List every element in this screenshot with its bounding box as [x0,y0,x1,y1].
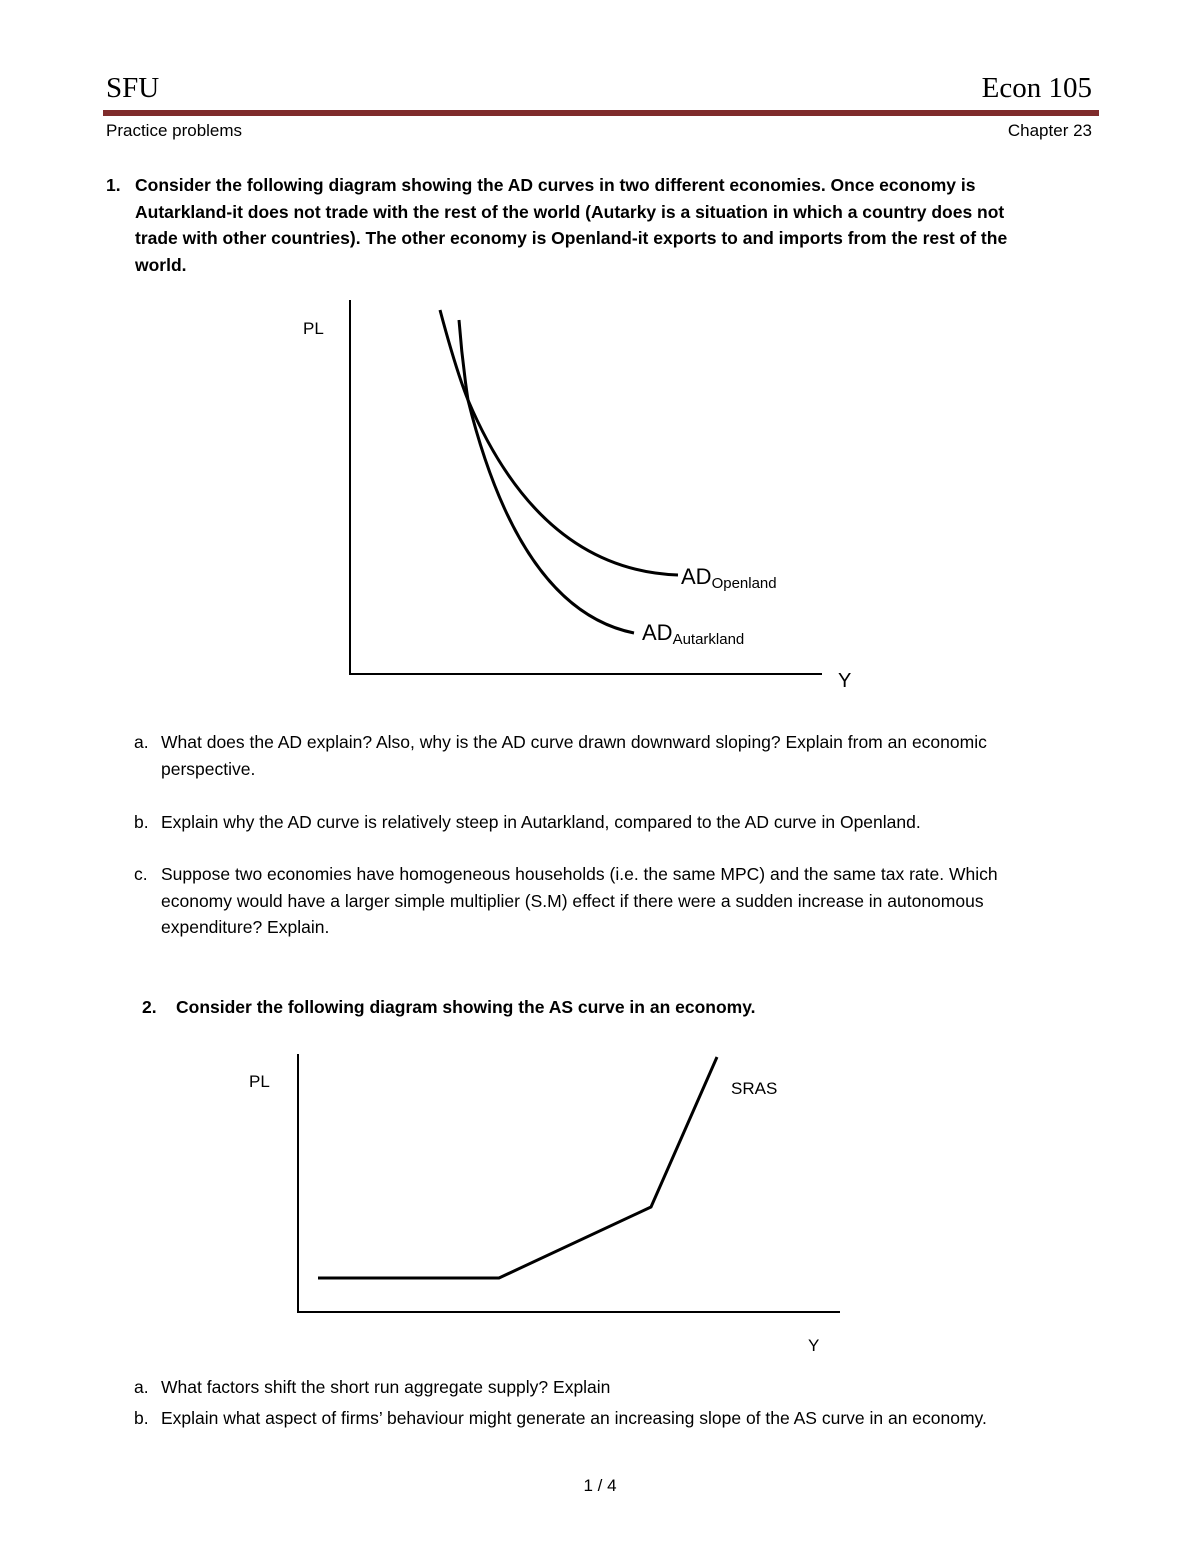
ad-openland-curve [440,310,678,575]
header-subtitle: Practice problems [106,121,243,140]
question-1b: b. Explain why the AD curve is relatively steep in Autarkland, compared to the AD curve in Openland. [134,809,1094,836]
ad-autarkland-curve [459,320,634,633]
question-1a-label: a. [134,732,149,752]
question-2: 2. Consider the following diagram showing the AS curve in an economy. [142,997,756,1017]
question-1a: a. What does the AD explain? Also, why is the AD curve drawn downward sloping? Explain from an economic perspective. [134,729,1094,782]
ad-autarkland-label: ADAutarkland [642,620,745,648]
question-2b-label: b. [134,1408,149,1428]
question-1c-label: c. [134,864,148,884]
ad-openland-label: ADOpenland [681,564,777,592]
sras-curve-label: SRAS [731,1079,778,1098]
ad-diagram-x-label: Y [838,670,852,692]
page-number: 1 / 4 [583,1476,617,1495]
ad-diagram-y-label: PL [303,319,324,338]
ad-curves-diagram [0,0,1200,720]
question-2a: a. What factors shift the short run aggregate supply? Explain [134,1374,1094,1401]
question-1-line: world. [135,254,187,275]
header-chapter: Chapter 23 [1007,121,1092,140]
question-1-line: Autarkland-it does not trade with the rest of the world (Autarky is a situation in which a country does not [135,201,1005,222]
question-1c: c. Suppose two economies have homogeneous households (i.e. the same MPC) and the same tax rate. Which economy would have a larger simple multiplier (S.M) effect if there were a sudden increase in autonomous expenditure? Explain. [134,861,1094,941]
question-1-number: 1. [106,175,121,195]
header-course-school: SFU [106,72,160,104]
sras-diagram-x-label: Y [808,1336,820,1355]
question-2a-label: a. [134,1377,149,1397]
question-1-line: trade with other countries). The other economy is Openland-it exports to and imports from the rest of the [135,228,1008,248]
sras-curve [318,1057,717,1278]
question-1b-label: b. [134,812,149,832]
question-2-number: 2. [142,997,157,1017]
sras-diagram-y-label: PL [249,1072,270,1091]
sras-diagram [0,1040,1200,1370]
question-1-line: 1. Consider the following diagram showing the AD curves in two different economies. Once economy is [106,172,1092,199]
question-2b: b. Explain what aspect of firms’ behaviour might generate an increasing slope of the AS curve in an economy. [134,1405,1094,1432]
header-course-code: Econ 105 [981,72,1092,104]
